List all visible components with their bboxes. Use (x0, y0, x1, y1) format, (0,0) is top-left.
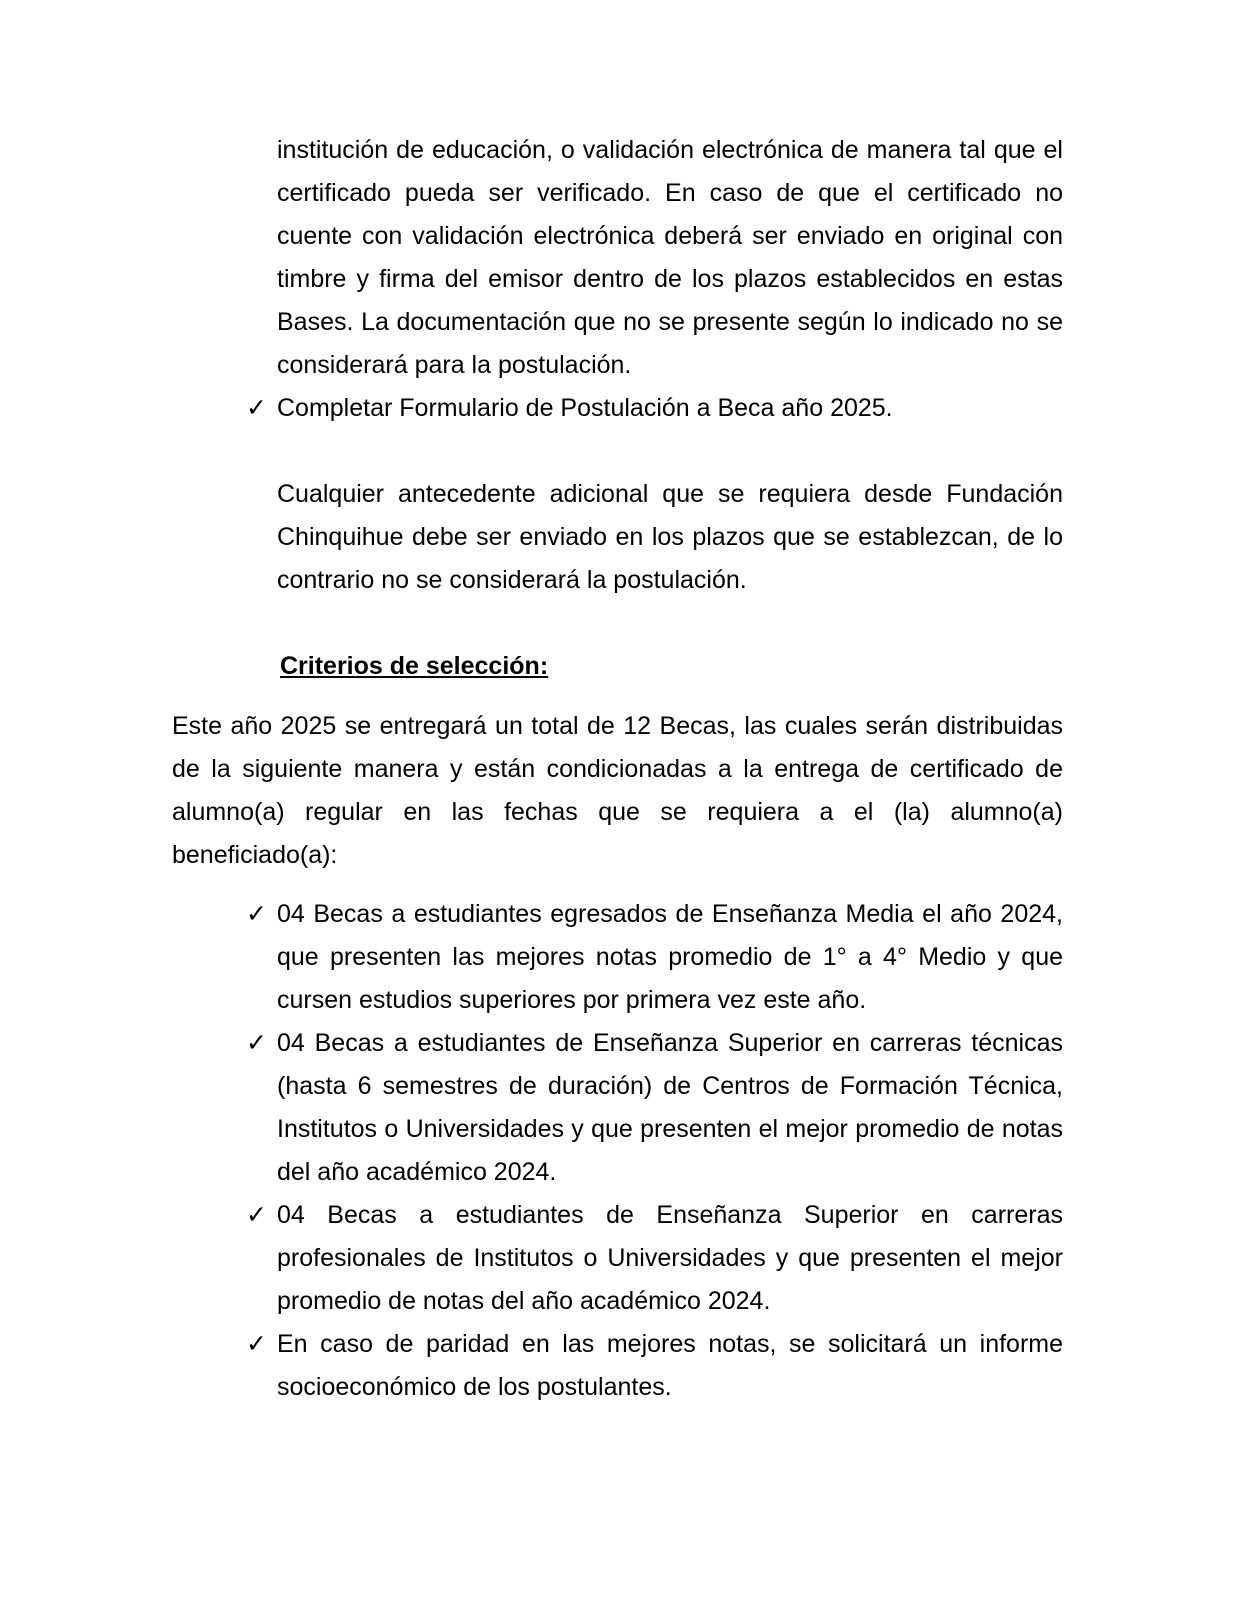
criteria-list (172, 893, 1063, 1409)
paragraph-antecedente: Cualquier antecedente adicional que se requiera desde Fundación Chinquihue debe ser enviado en los plazos que se establezcan, de lo contrario no se considerará la postulación. (277, 480, 1063, 594)
check-item-formulario-text: Completar Formulario de Postulación a Beca año 2025. (277, 394, 893, 422)
criteria-item-carreras-tecnicas (172, 1022, 1063, 1194)
criteria-item-text: 04 Becas a estudiantes egresados de Enseñanza Media el año 2024, que presenten las mejores notas promedio de 1° a 4° Medio y que cursen estudios superiores por primera vez este año. (277, 900, 1063, 1014)
heading-criterios-seleccion: Criterios de selección: (280, 652, 549, 680)
check-icon: ✓ (246, 1029, 267, 1057)
check-icon: ✓ (246, 1330, 267, 1358)
criteria-item-paridad-notas (172, 1323, 1063, 1409)
criteria-item-text: 04 Becas a estudiantes de Enseñanza Superior en carreras profesionales de Institutos o Universidades y que presenten el mejor promedio de notas del año académico 2024. (277, 1201, 1063, 1315)
check-icon: ✓ (246, 1201, 267, 1229)
check-icon: ✓ (246, 394, 267, 422)
criteria-item-text: En caso de paridad en las mejores notas, se solicitará un informe socioeconómico de los postulantes. (277, 1330, 1063, 1401)
check-icon: ✓ (246, 900, 267, 928)
paragraph-validation: institución de educación, o validación electrónica de manera tal que el certificado pueda ser verificado. En caso de que el certificado no cuente con validación electrónica deberá ser enviado en original con timbre y firma del emisor dentro de los plazos establecidos en estas Bases. La documentación que no se presente según lo indicado no se considerará para la postulación. (277, 136, 1063, 379)
criteria-item-ensenanza-media (172, 893, 1063, 1022)
check-item-formulario (172, 387, 1063, 430)
criteria-item-carreras-profesionales (172, 1194, 1063, 1323)
criteria-item-text: 04 Becas a estudiantes de Enseñanza Superior en carreras técnicas (hasta 6 semestres de duración) de Centros de Formación Técnica, Institutos o Universidades y que presenten el mejor promedio de notas del año académico 2024. (277, 1029, 1063, 1186)
paragraph-intro-becas: Este año 2025 se entregará un total de 12 Becas, las cuales serán distribuidas de la siguiente manera y están condicionadas a la entrega de certificado de alumno(a) regular en las fechas que se requiera a el (la) alumno(a) beneficiado(a): (172, 712, 1063, 869)
